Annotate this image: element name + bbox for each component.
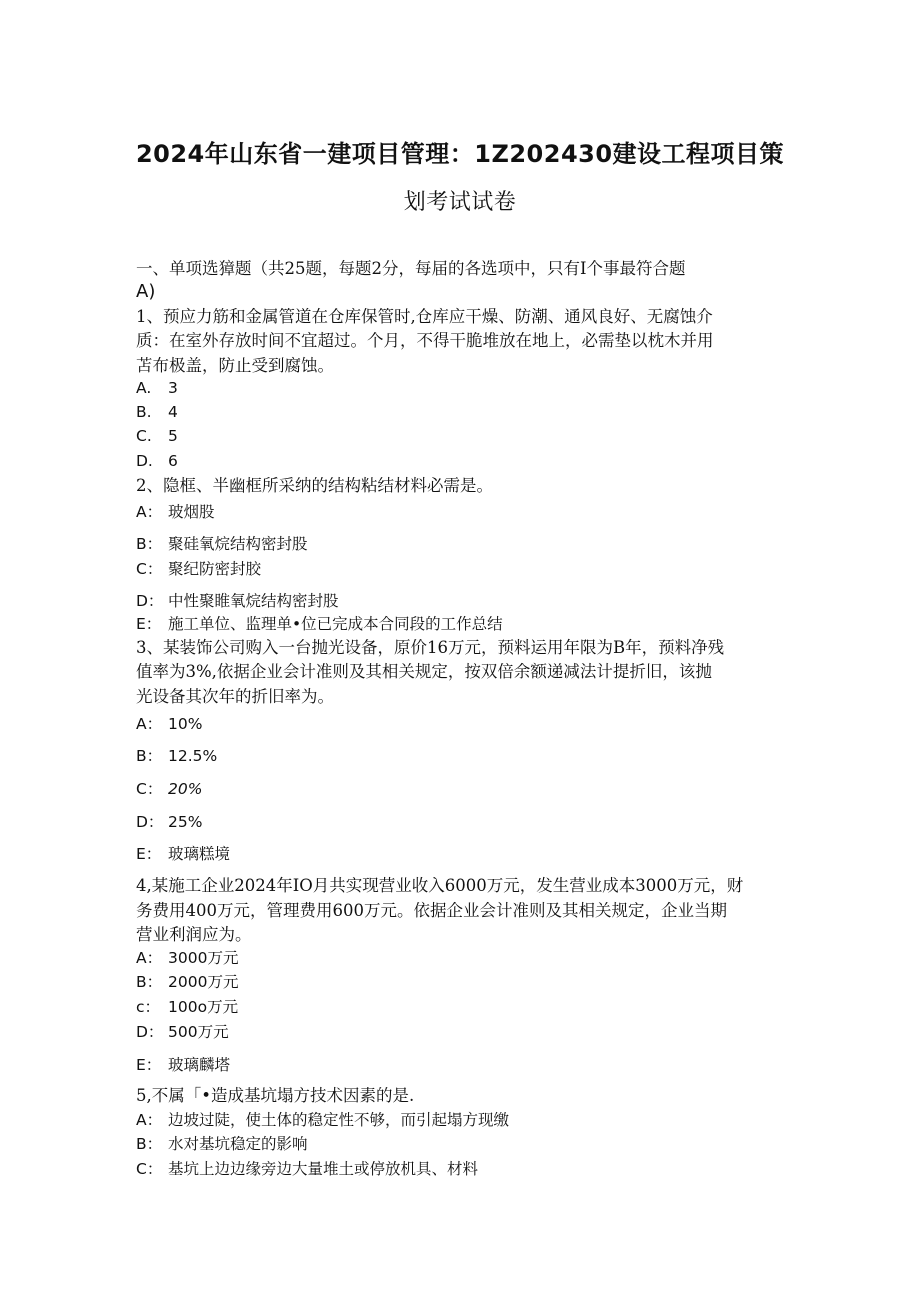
question-3-option-e bbox=[136, 843, 796, 865]
question-2-stem-line-1: 2、隐框、半幽框所采纳的结构粘结材料必需是。 bbox=[136, 476, 493, 495]
option-label: D： bbox=[136, 592, 164, 610]
option-label: E： bbox=[136, 615, 162, 633]
option-text: 3000万元 bbox=[168, 949, 239, 967]
option-label: A： bbox=[136, 1111, 163, 1129]
option-text: 3 bbox=[168, 379, 178, 397]
question-5-option-a bbox=[136, 1109, 796, 1131]
question-2-option-b bbox=[136, 533, 796, 555]
option-text: 玻璃麟塔 bbox=[168, 1056, 231, 1074]
option-text: 边坡过陡，使土体的稳定性不够，而引起塌方现缴 bbox=[168, 1111, 510, 1129]
question-3-stem-line-2: 值率为3%,依据企业会计准则及其相关规定，按双倍余额递减法计提折旧，该抛 bbox=[136, 662, 712, 681]
question-4-option-a bbox=[136, 947, 796, 969]
question-2-option-a bbox=[136, 501, 796, 523]
question-1-option-b bbox=[136, 401, 796, 423]
option-label: B. bbox=[136, 403, 152, 421]
option-label: D： bbox=[136, 813, 164, 831]
option-label: D. bbox=[136, 452, 153, 470]
question-4-stem-line-2: 务费用400万元，管理费用600万元。依据企业会计准则及其相关规定，企业当期 bbox=[136, 901, 727, 920]
option-text: 25% bbox=[168, 813, 203, 831]
option-label: c： bbox=[136, 998, 161, 1016]
section-heading-continued: A) bbox=[136, 281, 156, 302]
option-label: B： bbox=[136, 535, 163, 553]
option-text: 6 bbox=[168, 452, 178, 470]
option-text: 聚纪防密封胶 bbox=[168, 560, 262, 578]
question-5-stem-line-1: 5,不属「•造成基坑塌方技术因素的是. bbox=[136, 1086, 415, 1105]
option-text: 500万元 bbox=[168, 1023, 229, 1041]
option-text: 4 bbox=[168, 403, 178, 421]
option-text: 玻璃糕境 bbox=[168, 845, 231, 863]
question-4-option-e bbox=[136, 1054, 796, 1076]
option-text: 12.5% bbox=[168, 747, 218, 765]
question-4-stem-line-3: 营业利润应为。 bbox=[136, 925, 252, 944]
option-label: E： bbox=[136, 1056, 162, 1074]
question-2-option-d bbox=[136, 590, 796, 612]
question-3-option-a bbox=[136, 713, 796, 735]
question-2-option-e bbox=[136, 613, 796, 635]
option-label: B： bbox=[136, 973, 163, 991]
document-title-line-2: 划考试试卷 bbox=[403, 190, 517, 215]
option-label: A： bbox=[136, 949, 163, 967]
option-label: C. bbox=[136, 427, 152, 445]
question-4-option-b bbox=[136, 971, 796, 993]
option-label: A： bbox=[136, 503, 163, 521]
option-label: A. bbox=[136, 379, 152, 397]
document-title-line-1: 2024年山东省一建项目管理：1Z202430建设工程项目策 bbox=[135, 140, 785, 168]
option-label: D： bbox=[136, 1023, 164, 1041]
option-label: A： bbox=[136, 715, 163, 733]
option-text: 10% bbox=[168, 715, 203, 733]
question-4-option-d bbox=[136, 1021, 796, 1043]
question-4-option-c bbox=[136, 996, 796, 1018]
option-text: 基坑上边边缘旁边大量堆土或停放机具、材料 bbox=[168, 1160, 479, 1178]
question-3-stem-line-1: 3、某装饰公司购入一台抛光设备，原价16万元，预料运用年限为B年，预料净残 bbox=[136, 638, 725, 657]
option-text: 中性聚睢氧烷结构密封股 bbox=[168, 592, 339, 610]
question-1-option-d bbox=[136, 450, 796, 472]
option-text: 5 bbox=[168, 427, 178, 445]
option-text: 施工单位、监理单•位已完成本合同段的工作总结 bbox=[168, 615, 503, 633]
option-label: B： bbox=[136, 1135, 163, 1153]
option-text: 100o万元 bbox=[168, 998, 239, 1016]
question-5-option-b bbox=[136, 1133, 796, 1155]
option-label: B： bbox=[136, 747, 163, 765]
question-1-stem-line-1: 1、预应力筋和金属管道在仓库保管时,仓库应干燥、防潮、通风良好、无腐蚀介 bbox=[136, 307, 713, 326]
question-5-option-c bbox=[136, 1158, 796, 1180]
question-1-option-a bbox=[136, 377, 796, 399]
question-1-stem-line-2: 质：在室外存放时间不宜超过。个月，不得干脆堆放在地上，必需垫以枕木并用 bbox=[136, 331, 714, 350]
question-3-stem-line-3: 光设备其次年的折旧率为。 bbox=[136, 687, 334, 706]
option-text: 水对基坑稳定的影响 bbox=[168, 1135, 308, 1153]
question-3-option-c bbox=[136, 778, 796, 800]
question-2-option-c bbox=[136, 558, 796, 580]
question-4-stem-line-1: 4,某施工企业2024年IO月共实现营业收入6000万元，发生营业成本3000万元，财 bbox=[136, 876, 744, 895]
option-text: 聚硅氧烷结构密封股 bbox=[168, 535, 308, 553]
section-heading: 一、单项选獐题（共25题，每题2分，每届的各选项中，只有I个事最符合题 bbox=[136, 259, 686, 278]
option-label: C： bbox=[136, 780, 163, 798]
option-label: C： bbox=[136, 1160, 163, 1178]
option-label: C： bbox=[136, 560, 163, 578]
question-3-option-b bbox=[136, 745, 796, 767]
question-3-option-d bbox=[136, 811, 796, 833]
option-text: 玻烟股 bbox=[168, 503, 215, 521]
option-label: E： bbox=[136, 845, 162, 863]
question-1-option-c bbox=[136, 425, 796, 447]
option-text: 20% bbox=[168, 780, 203, 798]
question-1-stem-line-3: 苫布极盖，防止受到腐蚀。 bbox=[136, 356, 334, 375]
option-text: 2000万元 bbox=[168, 973, 239, 991]
